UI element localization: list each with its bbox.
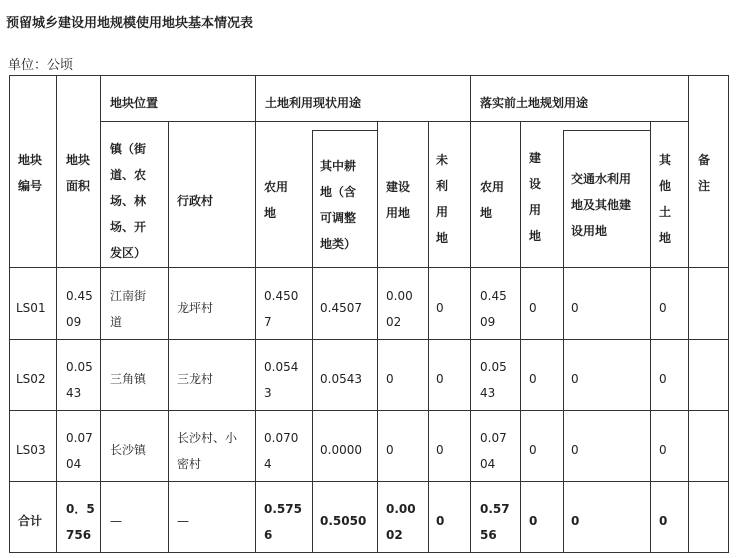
table-cell-p-transport: 0 [571, 443, 579, 457]
table-cell-town: 三角镇 [110, 372, 147, 386]
table-cell-p-construct: 0 [529, 372, 537, 386]
table-cell-p-other: 0 [659, 443, 667, 457]
header-area: 地块 面积 [66, 153, 91, 193]
header-p-transport: 交通水利用 地及其他建 设用地 [571, 172, 632, 238]
table-cell-unused: 0 [436, 372, 444, 386]
total-town: — [110, 514, 122, 528]
header-construct: 建设 用地 [386, 180, 411, 220]
table-cell-p-agri: 0.07 04 [480, 431, 507, 471]
table-cell-agri: 0.054 3 [264, 360, 299, 400]
table-row-id: LS02 [16, 372, 46, 386]
table-cell-unused: 0 [436, 301, 444, 315]
table-cell-p-agri: 0.45 09 [480, 289, 507, 329]
header-arable: 其中耕 地（含 可调整 地类） [320, 159, 357, 251]
header-p-other: 其 他 土 地 [659, 153, 672, 245]
table-cell-p-transport: 0 [571, 301, 579, 315]
table-cell-arable: 0.0543 [320, 372, 362, 386]
table-cell-arable: 0.0000 [320, 443, 362, 457]
table-cell-agri: 0.070 4 [264, 431, 299, 471]
header-plot-no: 地块 编号 [18, 153, 43, 193]
total-p-other: 0 [659, 514, 668, 528]
table-cell-p-agri: 0.05 43 [480, 360, 507, 400]
table-row-id: LS01 [16, 301, 46, 315]
table-cell-p-other: 0 [659, 372, 667, 386]
table-cell-p-other: 0 [659, 301, 667, 315]
total-area: 0．5 756 [66, 502, 95, 542]
header-agri: 农用 地 [264, 180, 289, 220]
header-unused: 未 利 用 地 [436, 153, 449, 245]
header-village: 行政村 [177, 194, 214, 208]
table-title: 预留城乡建设用地规模使用地块基本情况表 [6, 16, 254, 31]
total-village: — [177, 514, 189, 528]
table-cell-area: 0.05 43 [66, 360, 93, 400]
total-agri: 0.575 6 [264, 502, 302, 542]
total-arable: 0.5050 [320, 514, 367, 528]
total-construct: 0.00 02 [386, 502, 416, 542]
header-current-use: 土地利用现状用途 [265, 96, 362, 110]
table-cell-p-construct: 0 [529, 443, 537, 457]
table-cell-village: 长沙村、小 密村 [177, 431, 238, 471]
total-p-construct: 0 [529, 514, 538, 528]
total-unused: 0 [436, 514, 445, 528]
table-cell-arable: 0.4507 [320, 301, 362, 315]
unit-label: 单位：公顷 [8, 58, 74, 73]
table-cell-unused: 0 [436, 443, 444, 457]
total-label: 合计 [18, 514, 43, 528]
table-cell-town: 长沙镇 [110, 443, 147, 457]
table-row-id: LS03 [16, 443, 46, 457]
table-cell-area: 0.45 09 [66, 289, 93, 329]
header-town: 镇（街 道、农 场、林 场、开 发区） [110, 142, 147, 260]
header-remark: 备 注 [698, 153, 711, 193]
table-cell-area: 0.07 04 [66, 431, 93, 471]
total-p-agri: 0.57 56 [480, 502, 510, 542]
header-planned-use: 落实前土地规划用途 [480, 96, 589, 110]
table-cell-p-transport: 0 [571, 372, 579, 386]
table-cell-agri: 0.450 7 [264, 289, 299, 329]
header-p-agri: 农用 地 [480, 180, 505, 220]
table-cell-construct: 0 [386, 372, 394, 386]
header-location: 地块位置 [110, 96, 159, 110]
table-cell-construct: 0 [386, 443, 394, 457]
total-p-transport: 0 [571, 514, 580, 528]
table-cell-p-construct: 0 [529, 301, 537, 315]
table-cell-village: 龙坪村 [177, 301, 214, 315]
header-p-construct: 建 设 用 地 [529, 151, 542, 243]
table-cell-construct: 0.00 02 [386, 289, 413, 329]
table-cell-village: 三龙村 [177, 372, 214, 386]
table-cell-town: 江南街 道 [110, 289, 147, 329]
